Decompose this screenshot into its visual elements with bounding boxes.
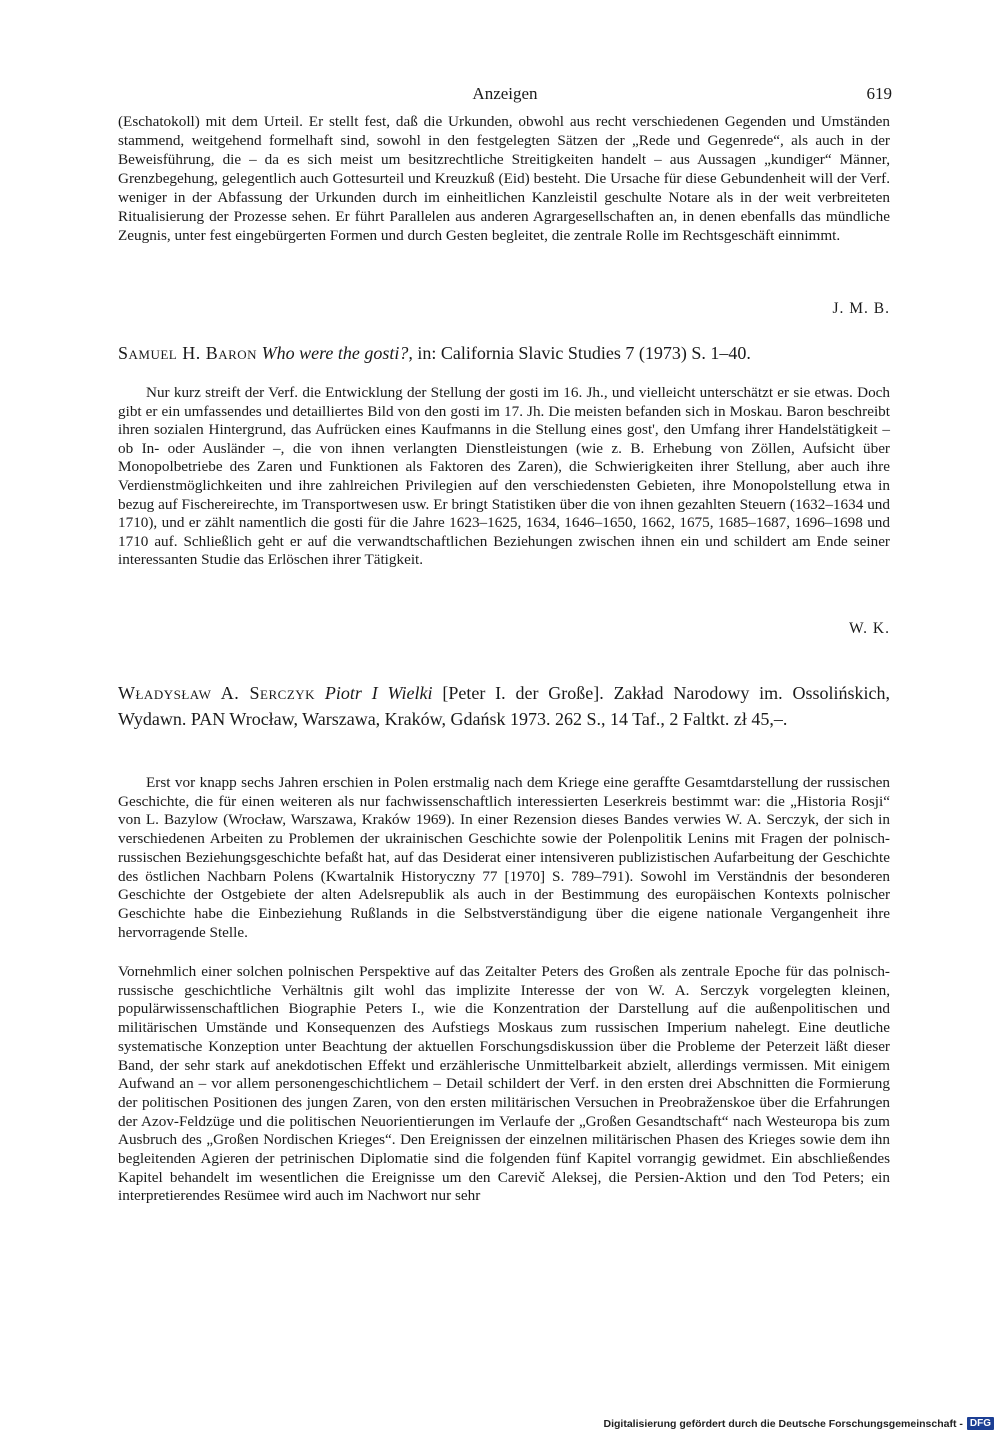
dfg-logo-icon: DFG [967,1417,994,1430]
review1-signature: J. M. B. [832,300,890,317]
review2-title: Who were the gosti?, [261,343,413,363]
review3-title: Piotr I Wielki [324,683,433,703]
review3-paragraph-1: Erst vor knapp sechs Jahren erschien in Polen erstmalig nach dem Kriege eine geraffte Gesamtdarstellung der russischen Geschichte, die für einen weiteren als nur fachwissenschaftlich interessierten Leserkreis bestimmt war: die „Historia Rosji“ von L. Bazylow (Wrocław, Warszawa, Kraków 1969). In einer Rezension dieses Bandes verwies W. A. Serczyk, der sich in verschiedenen Arbeiten zu Problemen der ukrainischen Geschichte sowie der Polenpolitik Lenins mit Fragen der polnisch-russischen Beziehungsgeschichte befaßt hat, auf das Desiderat einer intensiveren publizistischen Aufarbeitung der Geschichte des östlichen Nachbarn Polens (Kwartalnik Historyczny 77 [1970] S. 789–791). Sowohl im Verständnis der besonderen Geschichte der Ostgebiete der alten Adelsrepublik als auch in der Bestimmung des europäischen Kontexts polnischer Geschichte habe die Einbeziehung Rußlands in die Selbstverständigung über die eigene nationale Vergangenheit ihre hervorragende Stelle. [118,774,890,941]
review1-text: (Eschatokoll) mit dem Urteil. Er stellt fest, daß die Urkunden, obwohl aus recht verschiedenen Gegenden und Umständen stammend, weitgehend formelhaft sind, sowohl in den festgelegten Sätzen der „Rede und Gegenrede“, als auch in der Beweisführung, die – da es sich meist um besitzrechtliche Streitigkeiten handelt – aus Aussagen „kundiger“ Männer, Grenzbegehung, gelegentlich auch Gottesurteil und Kreuzkuß (Eid) besteht. Die Ursache für diese Gebundenheit will der Verf. weniger in der Abfassung der Urkunden durch im einheitlichen Kanzleistil geschulte Notare als in der weit verbreiteten Ritualisierung der Prozesse sehen. Er führt Parallelen aus anderen Agrargesellschaften an, in denen ebenfalls das mündliche Zeugnis, unter fest eingebürgerten Formen und durch Gesten begleitet, die zentrale Rolle im Rechtsgeschäft einnimmt. [118,113,890,244]
review2-author: Samuel H. Baron [118,343,258,363]
review3-source: [Peter I. der Große]. Zakład Narodowy im. Ossolińskich, Wydawn. PAN Wrocław, Warszawa, Kraków, Gdańsk 1973. 262 S., 14 Taf., 2 Faltkt. zł 45,–. [118,683,890,729]
page-number: 619 [866,84,892,103]
review2-source: in: California Slavic Studies 7 (1973) S. 1–40. [412,343,751,363]
digitization-footer [604,1417,995,1430]
page-header [118,84,892,108]
review3-paragraph-2: Vornehmlich einer solchen polnischen Perspektive auf das Zeitalter Peters des Großen als zentrale Epoche für das polnisch-russische geschichtliche Verhältnis gilt wohl das implizite Interesse der von W. A. Serczyk vorgelegten kleinen, populärwissenschaftlichen Biographie Peters I., wie die Konzentration der Darstellung auf die außenpolitischen und militärischen Umstände und Konsequenzen des Aufstiegs Moskaus zum russischen Imperium nahelegt. Eine deutliche systematische Konzeption unter Beachtung der aktuellen Forschungsdiskussion über die Probleme der Peterzeit läßt dieser Band, der sehr stark auf anekdotischen Effekt und erzählerische Unmittelbarkeit abzielt, allerdings vermissen. Mit einigem Aufwand an – vor allem personengeschichtlichem – Detail schildert der Verf. in den ersten drei Abschnitten die Formierung der politischen Positionen des jungen Zaren, von den ersten militärischen Versuchen in Preobraženskoe über die Erfahrungen der Azov-Feldzüge und die politischen Neuorientierungen im Verlaufe der „Großen Gesandtschaft“ nach Westeuropa bis zum Ausbruch des „Großen Nordischen Krieges“. Den Ereignissen der einzelnen militärischen Phasen des Krieges sowie dem ihn begleitenden Agieren der petrinischen Diplomatie sind die folgenden fünf Kapitel vorrangig gewidmet. Ein abschließendes Kapitel behandelt im wesentlichen die Ereignisse um den Carevič Aleksej, die Persien-Aktion und den Tod Peters; ein interpretierendes Resümee wird auch im Nachwort nur sehr [118,963,890,1205]
running-title: Anzeigen [472,84,538,103]
review3-heading [118,680,890,732]
footer-text: Digitalisierung gefördert durch die Deutsche Forschungsgemeinschaft - [603,1417,963,1430]
review2-heading [118,340,890,366]
review2-text: Nur kurz streift der Verf. die Entwicklung der Stellung der gosti im 16. Jh., und vielleicht unterschätzt er sie etwas. Doch gibt er ein umfassendes und detailliertes Bild von den gosti im 17. Jh. Die meisten befanden sich in Moskau. Baron beschreibt ihren sozialen Hintergrund, das Aufrücken eines Kaufmanns in die Stellung eines gost', den Umfang ihrer Handelstätigkeit – ob In- oder Ausländer –, die von ihnen verlangten Dienstleistungen (wie z. B. Erhebung von Zöllen, Aufsicht über Monopolbetriebe des Zaren und Funktionen als Faktoren des Zaren), die Schwierigkeiten ihrer Stellung, aber auch ihre Verdienstmöglichkeiten und ihre zahlreichen Privilegien auf den verschiedensten Gebieten, ihre Monopolstellung etwa in bezug auf Fischereirechte, im Transportwesen usw. Er bringt Statistiken über die von ihnen gezahlten Steuern (1632–1634 und 1710), und er zählt namentlich die gosti für die Jahre 1623–1625, 1634, 1646–1650, 1662, 1675, 1685–1687, 1696–1698 und 1710 auf. Schließlich geht er auf die verwandtschaftlichen Beziehungen zwischen ihnen ein und schildert am Ende seiner interessanten Studie das Erlöschen ihrer Tätigkeit. [118,384,890,569]
review2-signature: W. K. [848,620,890,637]
review3-author: Władysław A. Serczyk [118,683,316,703]
